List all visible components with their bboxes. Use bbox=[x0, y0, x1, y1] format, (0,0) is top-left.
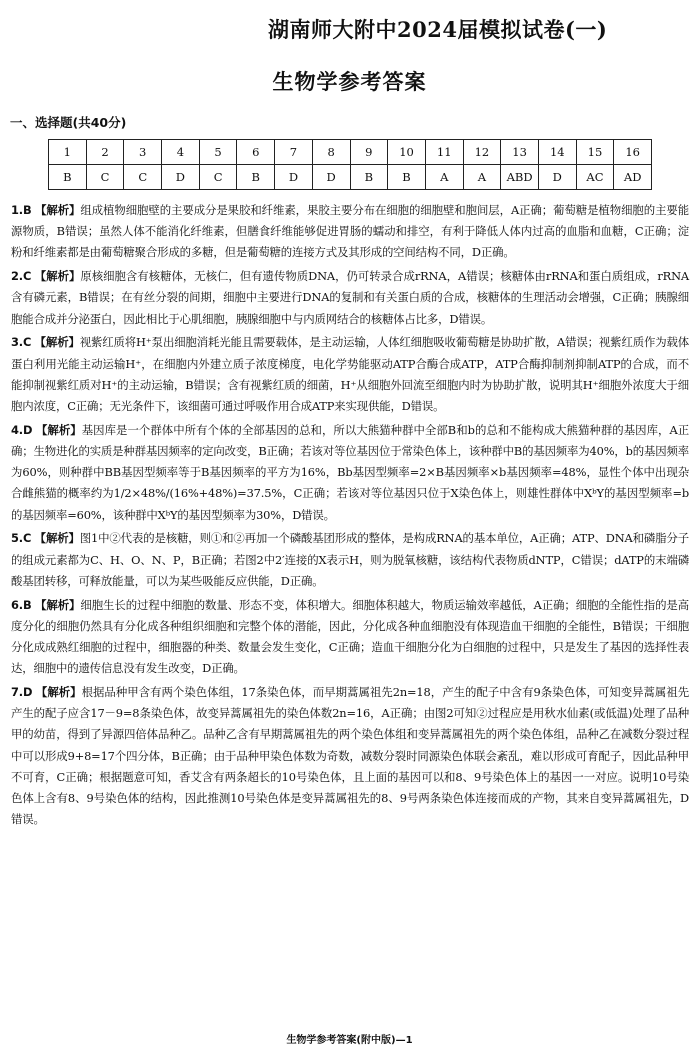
answer-table bbox=[48, 139, 652, 190]
page-footer: 生物学参考答案(附中版)—1 bbox=[286, 1035, 413, 1046]
answer-cell: D bbox=[538, 165, 576, 190]
question-number: 13 bbox=[501, 140, 539, 165]
item-number: 1.B bbox=[11, 203, 32, 217]
analysis-tag: 【解析】 bbox=[34, 335, 80, 350]
analysis-tag: 【解析】 bbox=[34, 531, 80, 546]
answer-cell: B bbox=[49, 165, 87, 190]
exam-title: 湖南师大附中2024届模拟试卷(一) bbox=[268, 17, 608, 42]
answer-cell: A bbox=[463, 165, 501, 190]
item-number: 4.D bbox=[11, 422, 33, 437]
analysis-tag: 【解析】 bbox=[35, 422, 82, 437]
answer-cell: B bbox=[350, 165, 388, 190]
item-text: 视紫红质将H⁺泵出细胞消耗光能且需要载体，是主动运输，人体红细胞吸收葡萄糖是协助扩散，A错误；视紫红质作为载体蛋白利用光能主动运输H⁺，在细胞内外建立质子浓度梯度，电化学势能驱动ATP合酶合成ATP，ATP合酶抑制剂抑制ATP的合成，而不能抑制视紫红质对H⁺的主动运输，B错误；含有视紫红质的细菌，H⁺从细胞外回流至细胞内时为协助扩散，说明其H⁺细胞外浓度大于细胞内浓度，C正确；无光条件下，该细菌可通过呼吸作用合成ATP来实现供能，D错误。 bbox=[11, 335, 689, 414]
answer-cell: D bbox=[162, 165, 200, 190]
question-number: 15 bbox=[576, 140, 614, 165]
answer-table-numbers-row bbox=[49, 140, 652, 165]
analysis-tag: 【解析】 bbox=[35, 203, 81, 217]
item-text: 根据品种甲含有两个染色体组，17条染色体，而早期蒿属祖先2n=18，产生的配子中含有9条染色体，可知变异蒿属祖先产生的配子应含17－9=8条染色体，故变异蒿属祖先的染色体数2n=16，A正确；由图2可知②过程应是用秋水仙素(或低温)处理了品种甲的幼苗，得到了异源四倍体品种乙。品种乙含有早期蒿属祖先的两个染色体组和变异蒿属祖先的两个染色体组，品种乙在减数分裂过程中可以形成9+8=17个四分体，B正确；由于品种甲染色体数为奇数，减数分裂时同源染色体联会紊乱，难以形成可育配子，因此品种甲不可育，C正确；根据题意可知，香艾含有两条超长的10号染色体，且上面的基因可以和8、9号染色体上的基因一一对应。说明10号染色体上含有8、9号染色体的结构，因此推测10号染色体是变异蒿属祖先的8、9号两条染色体连接而成的产物，其来自变异蒿属祖先，D错误。 bbox=[11, 685, 690, 827]
section-title: 一、选择题(共40分) bbox=[10, 115, 127, 130]
question-number: 10 bbox=[388, 140, 426, 165]
analysis-tag: 【解析】 bbox=[35, 685, 82, 700]
explanation-item bbox=[11, 332, 689, 417]
answer-cell: A bbox=[425, 165, 463, 190]
item-text: 组成植物细胞壁的主要成分是果胶和纤维素，果胶主要分布在细胞的细胞壁和胞间层，A正确；葡萄糖是植物细胞的主要能源物质，B错误；虽然人体不能消化纤维素，但膳食纤维能够促进胃肠的蠕动和排空，有利于降低人体内过高的血脂和血糖，C正确；淀粉和纤维素都是由葡萄糖聚合形成的多糖，但是葡萄糖的连接方式及其形成的空间结构不同，D正确。 bbox=[11, 203, 689, 260]
question-number: 1 bbox=[49, 140, 87, 165]
item-text: 细胞生长的过程中细胞的数量、形态不变，体积增大。细胞体积越大，物质运输效率越低，A正确；细胞的全能性指的是高度分化的细胞仍然具有分化成各种组织细胞和完整个体的潜能，因此，分化成各种血细胞没有体现造血干细胞的全能性，B错误；干细胞分化成成熟红细胞的过程中，细胞器的种类、数量会发生变化，C正确；造血干细胞分化为白细胞的过程中，只是发生了基因的选择性表达，细胞中的遗传信息没有发生改变，D正确。 bbox=[11, 597, 689, 676]
page-subtitle: 生物学参考答案 bbox=[272, 70, 427, 94]
explanation-list bbox=[11, 200, 689, 833]
question-number: 4 bbox=[162, 140, 200, 165]
item-number: 2.C bbox=[11, 269, 32, 284]
explanation-item bbox=[11, 200, 689, 264]
item-number: 5.C bbox=[11, 531, 32, 546]
question-number: 7 bbox=[275, 140, 313, 165]
question-number: 8 bbox=[312, 140, 350, 165]
explanation-item bbox=[11, 528, 689, 592]
answer-cell: C bbox=[199, 165, 237, 190]
question-number: 9 bbox=[350, 140, 388, 165]
question-number: 12 bbox=[463, 140, 501, 165]
answer-cell: C bbox=[124, 165, 162, 190]
question-number: 3 bbox=[124, 140, 162, 165]
explanation-item bbox=[11, 682, 689, 830]
answer-cell: AC bbox=[576, 165, 614, 190]
item-number: 3.C bbox=[11, 335, 32, 350]
item-text: 基因库是一个群体中所有个体的全部基因的总和，所以大熊猫种群中全部B和b的总和不能构成大熊猫种群的基因库，A正确；生物进化的实质是种群基因频率的定向改变，B正确；若该对等位基因位于常染色体上，该种群中B的基因频率为40%，b的基因频率为60%，则种群中BB基因型频率等于B基因频率的平方为16%，Bb基因型频率=2×B基因频率×b基因频率=48%，显性个体中出现杂合雌熊猫的概率约为1/2×48%/(16%+48%)=37.5%，C正确；若该对等位基因只位于X染色体上，则雄性群体中XᵇY的基因型频率=b的基因频率=60%，该种群中XᵇY的基因型频率为30%，D错误。 bbox=[11, 422, 689, 522]
explanation-item bbox=[11, 420, 689, 526]
explanation-item bbox=[11, 595, 689, 680]
question-number: 2 bbox=[86, 140, 124, 165]
question-number: 14 bbox=[538, 140, 576, 165]
answer-cell: ABD bbox=[501, 165, 539, 190]
answer-cell: B bbox=[388, 165, 426, 190]
answer-cell: AD bbox=[614, 165, 652, 190]
item-text: 原核细胞含有核糖体，无核仁，但有遗传物质DNA，仍可转录合成rRNA，A错误；核糖体由rRNA和蛋白质组成，rRNA含有磷元素，B错误；在有丝分裂的间期，细胞中主要进行DNA的复制和有关蛋白质的合成，核糖体的生理活动会增强，C正确；胰腺细胞能合成并分泌蛋白，因此相比于心肌细胞，胰腺细胞中与内质网结合的核糖体占比多，D错误。 bbox=[11, 269, 689, 326]
question-number: 5 bbox=[199, 140, 237, 165]
item-number: 6.B bbox=[11, 597, 32, 612]
item-text: 图1中②代表的是核糖，则①和②再加一个磷酸基团形成的整体，是构成RNA的基本单位，A正确；ATP、DNA和磷脂分子的组成元素都为C、H、O、N、P，B正确；若图2中2′连接的X表示H，则为脱氧核糖，该结构代表物质dNTP，C错误；dATP的末端磷酸基团转移，可释放能量，可以为某些吸能反应供能，D正确。 bbox=[11, 531, 689, 588]
analysis-tag: 【解析】 bbox=[34, 269, 81, 284]
answer-cell: B bbox=[237, 165, 275, 190]
answer-cell: C bbox=[86, 165, 124, 190]
question-number: 11 bbox=[425, 140, 463, 165]
answer-cell: D bbox=[275, 165, 313, 190]
item-number: 7.D bbox=[11, 685, 33, 700]
answer-table-answers-row bbox=[49, 165, 652, 190]
answer-cell: D bbox=[312, 165, 350, 190]
analysis-tag: 【解析】 bbox=[35, 597, 81, 612]
question-number: 16 bbox=[614, 140, 652, 165]
question-number: 6 bbox=[237, 140, 275, 165]
explanation-item bbox=[11, 266, 689, 330]
